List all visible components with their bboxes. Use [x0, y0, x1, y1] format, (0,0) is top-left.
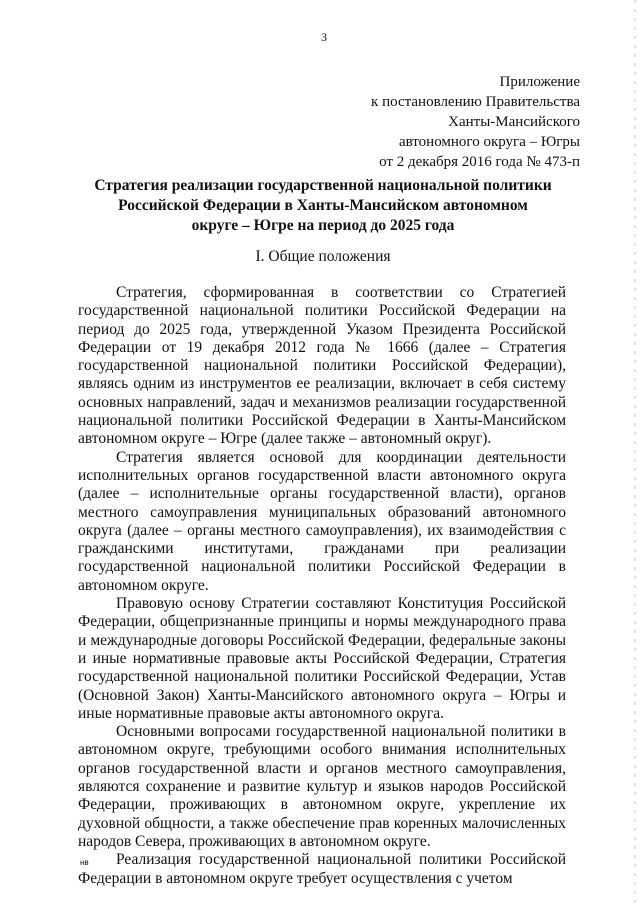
body-text	[78, 284, 566, 888]
page-number: 3	[321, 30, 327, 44]
title-line: Стратегия реализации государственной национальной политики	[94, 177, 552, 194]
document-title	[80, 176, 566, 236]
appendix-block	[371, 72, 580, 172]
paragraph: Правовую основу Стратегии составляют Конституция Российской Федерации, общепризнанные принципы и нормы международного права и международные договоры Российской Федерации, федеральные законы и иные нормативные правовые акты Российской Федерации, Стратегия государственной национальной политики Российской Федерации, Устав (Основной Закон) Ханты-Мансийского автономного округа – Югры и иные нормативные правовые акты автономного округа.	[78, 595, 566, 722]
appendix-line: Приложение	[499, 74, 580, 90]
title-line: округе – Югре на период до 2025 года	[191, 217, 455, 234]
scan-edge-artifact	[634, 0, 636, 905]
paragraph: Основными вопросами государственной национальной политики в автономном округе, требующими особого внимания исполнительных органов государственной власти и органов местного самоуправления, являются сохранение и развитие культур и языков народов Российской Федерации, проживающих в автономном округе, укрепление их духовной общности, а также обеспечение прав коренных малочисленных народов Севера, проживающих в автономном округе.	[78, 723, 566, 850]
appendix-line: к постановлению Правительства	[371, 94, 580, 110]
footer-mark: нв	[80, 858, 89, 867]
paragraph: Реализация государственной национальной политики Российской Федерации в автономном округе требует осуществления с учетом	[78, 851, 566, 887]
appendix-line: Ханты-Мансийского	[448, 114, 580, 130]
appendix-line: от 2 декабря 2016 года № 473-п	[379, 154, 580, 170]
paragraph: Стратегия является основой для координации деятельности исполнительных органов государственной власти автономного округа (далее – исполнительные органы государственной власти), органов местного самоуправления муниципальных образований автономного округа (далее – органы местного самоуправления), их взаимодействия с гражданскими институтами, гражданами при реализации государственной национальной политики Российской Федерации в автономном округе.	[78, 448, 566, 594]
title-line: Российской Федерации в Ханты-Мансийском автономном	[118, 197, 528, 214]
appendix-line: автономного округа – Югры	[398, 134, 580, 150]
section-title: I. Общие положения	[255, 248, 391, 265]
paragraph: Стратегия, сформированная в соответствии со Стратегией государственной национальной политики Российской Федерации на период до 2025 года, утвержденной Указом Президента Российской Федерации от 19 декабря 2012 года № 1666 (далее – Стратегия государственной национальной политики Российской Федерации), являясь одним из инструментов ее реализации, включает в себя систему основных направлений, задач и механизмов реализации государственной национальной политики Российской Федерации в Ханты-Мансийском автономном округе – Югре (далее также – автономный округ).	[78, 284, 566, 448]
